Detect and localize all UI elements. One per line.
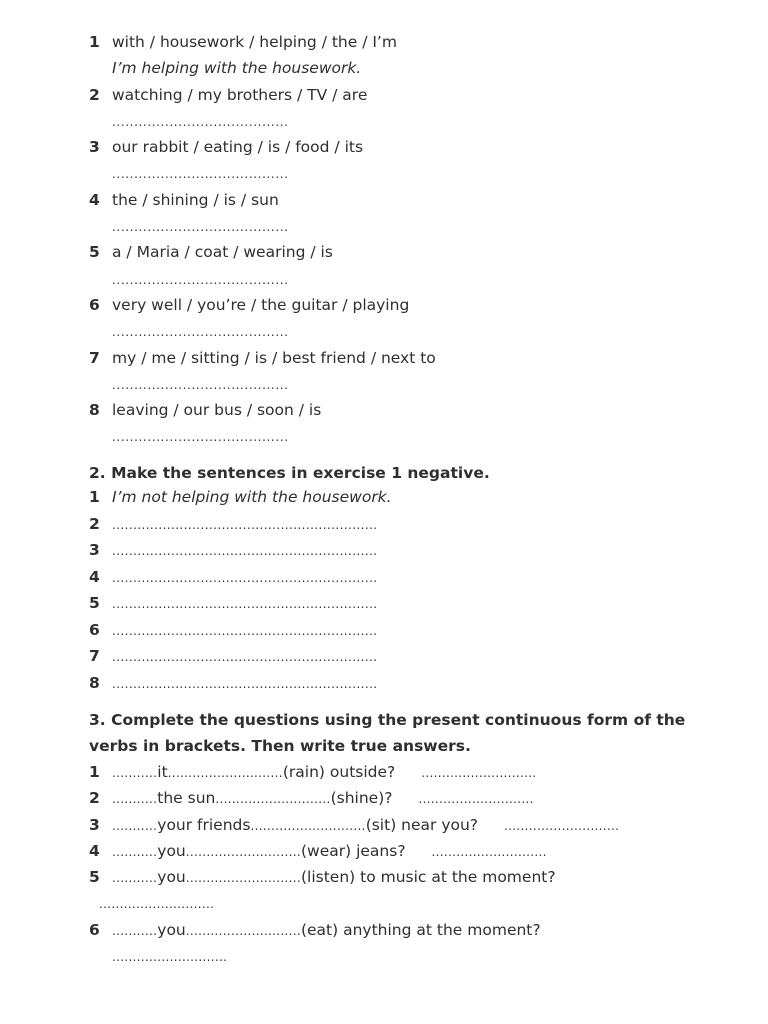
exercise-1-item bbox=[89, 345, 689, 398]
item-number: 4 bbox=[89, 841, 100, 860]
exercise-3-item-answer-line bbox=[89, 943, 729, 969]
auxiliary-blank[interactable]: ........... bbox=[112, 766, 158, 780]
item-number: 2 bbox=[89, 85, 100, 104]
jumbled-words: my / me / sitting / is / best friend / next to bbox=[112, 348, 436, 367]
item-number: 7 bbox=[89, 647, 100, 665]
question-subject: the sun bbox=[157, 789, 216, 808]
jumbled-words: with / housework / helping / the / I’m bbox=[112, 33, 397, 51]
jumbled-words: a / Maria / coat / wearing / is bbox=[112, 243, 333, 262]
item-number: 4 bbox=[89, 190, 100, 209]
auxiliary-blank[interactable]: ........... bbox=[112, 844, 158, 859]
exercise-3-item bbox=[89, 917, 729, 943]
answer-blank[interactable]: ............................ bbox=[431, 844, 547, 859]
question-verb: (listen) to music at the moment? bbox=[300, 868, 556, 887]
item-number: 5 bbox=[89, 868, 100, 887]
exercise-3-heading bbox=[89, 707, 689, 760]
exercise-3-heading-line-2: verbs in brackets. Then write true answers. bbox=[89, 737, 471, 756]
answer-line[interactable]: ........................................ bbox=[112, 377, 289, 392]
item-number: 5 bbox=[89, 594, 100, 612]
auxiliary-blank[interactable]: ........... bbox=[112, 923, 158, 938]
answer-line[interactable]: ............................................................... bbox=[112, 570, 378, 585]
exercise-1-item bbox=[89, 239, 689, 292]
answer-line[interactable]: ........................................ bbox=[112, 167, 289, 182]
item-number: 2 bbox=[89, 789, 100, 808]
answer-blank[interactable]: ............................ bbox=[504, 818, 620, 833]
answer-line[interactable]: ........................................ bbox=[112, 272, 289, 287]
answer-line[interactable]: ........................................ bbox=[112, 325, 289, 340]
exercise-3-item bbox=[89, 864, 729, 890]
exercise-2-item bbox=[89, 484, 689, 511]
verb-blank[interactable]: ............................ bbox=[185, 871, 301, 886]
exercise-2-item bbox=[89, 564, 689, 591]
item-number: 6 bbox=[89, 620, 100, 639]
item-number: 3 bbox=[89, 541, 100, 559]
question-verb: (wear) jeans? bbox=[300, 841, 406, 860]
verb-blank[interactable]: ............................ bbox=[167, 766, 283, 780]
verb-blank[interactable]: ............................ bbox=[185, 923, 301, 938]
item-number: 1 bbox=[89, 33, 100, 51]
verb-blank[interactable]: ............................ bbox=[215, 792, 331, 807]
answer-line[interactable]: ............................................................... bbox=[112, 517, 378, 532]
auxiliary-blank[interactable]: ........... bbox=[112, 818, 158, 833]
question-verb: (rain) outside? bbox=[282, 763, 396, 781]
exercise-2-heading: 2. Make the sentences in exercise 1 negative. bbox=[89, 464, 490, 482]
jumbled-words: our rabbit / eating / is / food / its bbox=[112, 138, 364, 157]
exercise-3-item bbox=[89, 838, 729, 864]
jumbled-words: leaving / our bus / soon / is bbox=[112, 401, 322, 420]
question-subject: you bbox=[157, 868, 186, 887]
item-number: 1 bbox=[89, 488, 100, 506]
exercise-2-item bbox=[89, 590, 689, 617]
verb-blank[interactable]: ............................ bbox=[185, 844, 301, 859]
exercise-1-item bbox=[89, 292, 689, 345]
exercise-1-item bbox=[89, 397, 689, 450]
answer-line[interactable]: ............................................................... bbox=[112, 623, 378, 638]
jumbled-words: watching / my brothers / TV / are bbox=[112, 85, 368, 104]
jumbled-words: the / shining / is / sun bbox=[112, 190, 279, 209]
exercise-3-item bbox=[89, 785, 729, 811]
answer-blank[interactable]: ............................ bbox=[421, 766, 537, 780]
exercise-2-item bbox=[89, 617, 689, 644]
item-number: 4 bbox=[89, 567, 100, 586]
answer-line[interactable]: ............................................................... bbox=[112, 544, 378, 558]
item-number: 3 bbox=[89, 138, 100, 157]
question-subject: you bbox=[157, 841, 186, 860]
example-answer: I’m helping with the housework. bbox=[112, 59, 362, 78]
answer-line[interactable]: ............................................................... bbox=[112, 597, 378, 611]
exercise-3-list bbox=[89, 759, 729, 969]
exercise-3-item bbox=[89, 759, 729, 785]
answer-line[interactable]: ............................................................... bbox=[112, 676, 378, 691]
question-subject: your friends bbox=[157, 815, 251, 834]
question-verb: (shine)? bbox=[330, 789, 393, 808]
verb-blank[interactable]: ............................ bbox=[250, 818, 366, 833]
exercise-1-item bbox=[89, 29, 689, 82]
item-number: 8 bbox=[89, 401, 100, 420]
exercise-1-item bbox=[89, 187, 689, 240]
exercise-2-item bbox=[89, 511, 689, 538]
example-answer: I’m not helping with the housework. bbox=[112, 488, 392, 506]
question-subject: it bbox=[157, 763, 168, 781]
exercise-1-item bbox=[89, 82, 689, 135]
exercise-1-item bbox=[89, 134, 689, 187]
item-number: 6 bbox=[89, 920, 100, 939]
answer-line[interactable]: ........................................ bbox=[112, 114, 289, 129]
item-number: 7 bbox=[89, 348, 100, 367]
item-number: 6 bbox=[89, 295, 100, 314]
item-number: 2 bbox=[89, 514, 100, 533]
answer-blank[interactable]: ............................ bbox=[112, 950, 228, 965]
exercise-1-list bbox=[89, 29, 689, 450]
answer-blank[interactable]: ............................ bbox=[418, 792, 534, 807]
answer-line[interactable]: ........................................ bbox=[112, 430, 289, 445]
item-number: 3 bbox=[89, 815, 100, 834]
question-verb: (eat) anything at the moment? bbox=[300, 920, 541, 939]
auxiliary-blank[interactable]: ........... bbox=[112, 871, 158, 886]
question-verb: (sit) near you? bbox=[365, 815, 479, 834]
answer-line[interactable]: ............................................................... bbox=[112, 650, 378, 664]
item-number: 1 bbox=[89, 763, 100, 781]
exercise-2-item bbox=[89, 643, 689, 670]
exercise-2-list bbox=[89, 484, 689, 696]
exercise-2-item bbox=[89, 670, 689, 697]
exercise-3-item bbox=[89, 812, 729, 838]
auxiliary-blank[interactable]: ........... bbox=[112, 792, 158, 807]
exercise-2-item bbox=[89, 537, 689, 564]
exercise-3-heading-line-1: 3. Complete the questions using the present continuous form of the bbox=[89, 711, 686, 729]
question-subject: you bbox=[157, 920, 186, 939]
exercise-3-item-answer-line bbox=[89, 890, 729, 916]
answer-blank[interactable]: ............................ bbox=[99, 897, 215, 912]
item-number: 5 bbox=[89, 243, 100, 262]
answer-line[interactable]: ........................................ bbox=[112, 220, 289, 235]
item-number: 8 bbox=[89, 673, 100, 692]
jumbled-words: very well / you’re / the guitar / playing bbox=[112, 295, 410, 314]
